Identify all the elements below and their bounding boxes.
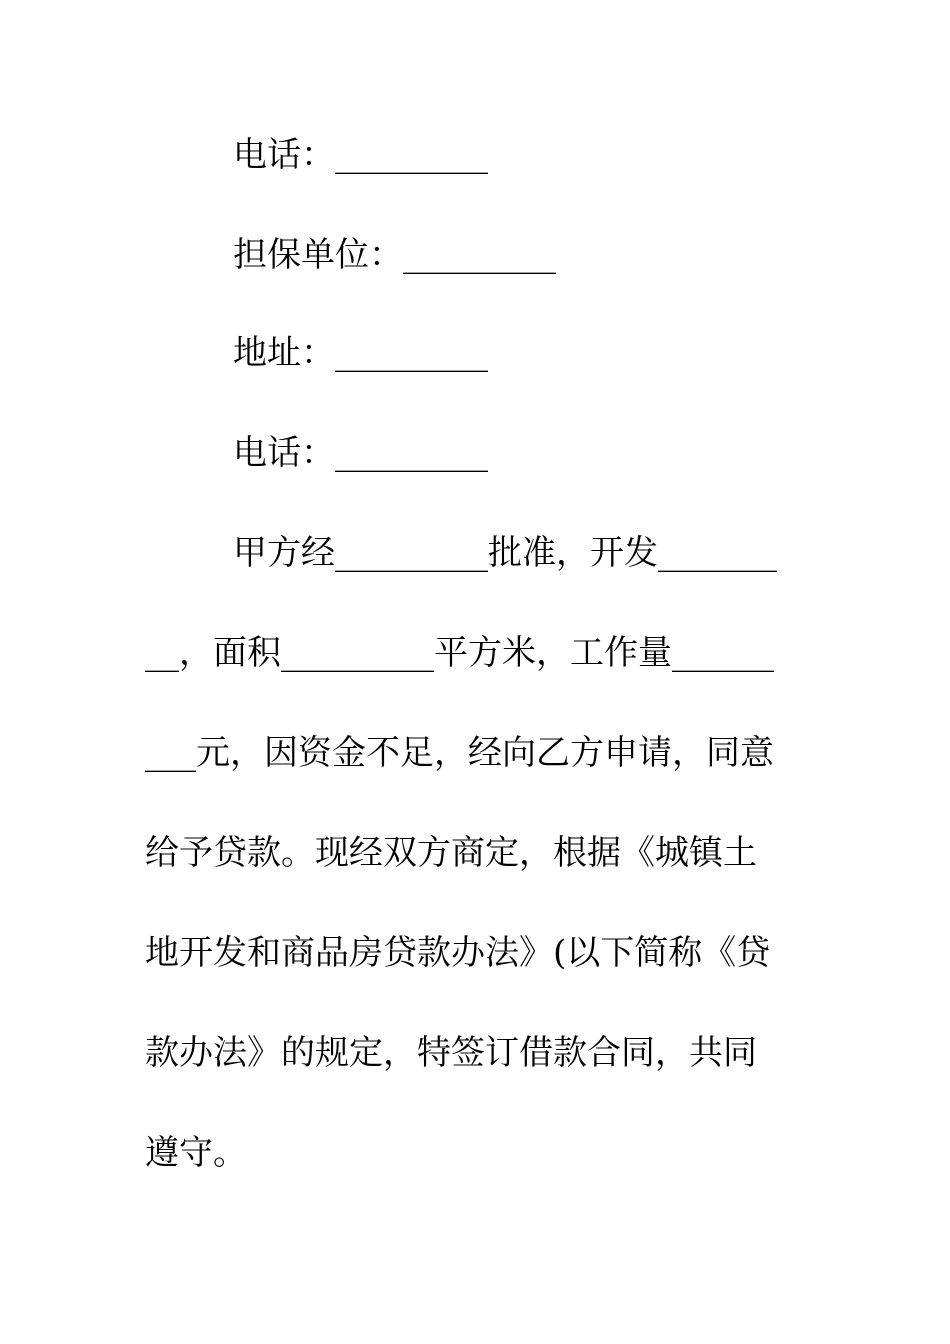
paragraph-line-1: 甲方经_________批准，开发_______ (233, 533, 777, 573)
guarantor-phone-line-2: 电话：_________ (233, 433, 488, 473)
paragraph-line-5: 地开发和商品房贷款办法》(以下简称《贷 (145, 933, 771, 973)
guarantor-phone-line-1: 电话：_________ (233, 135, 488, 175)
paragraph-line-4: 给予贷款。现经双方商定，根据《城镇土 (145, 833, 757, 873)
paragraph-line-7: 遵守。 (145, 1133, 247, 1173)
guarantor-unit-line: 担保单位：_________ (233, 235, 556, 275)
paragraph-line-3: ___元，因资金不足，经向乙方申请，同意 (145, 733, 774, 773)
paragraph-line-2: __，面积_________平方米，工作量______ (145, 633, 774, 673)
paragraph-line-6: 款办法》的规定，特签订借款合同，共同 (145, 1033, 757, 1073)
address-line: 地址：_________ (233, 333, 488, 373)
